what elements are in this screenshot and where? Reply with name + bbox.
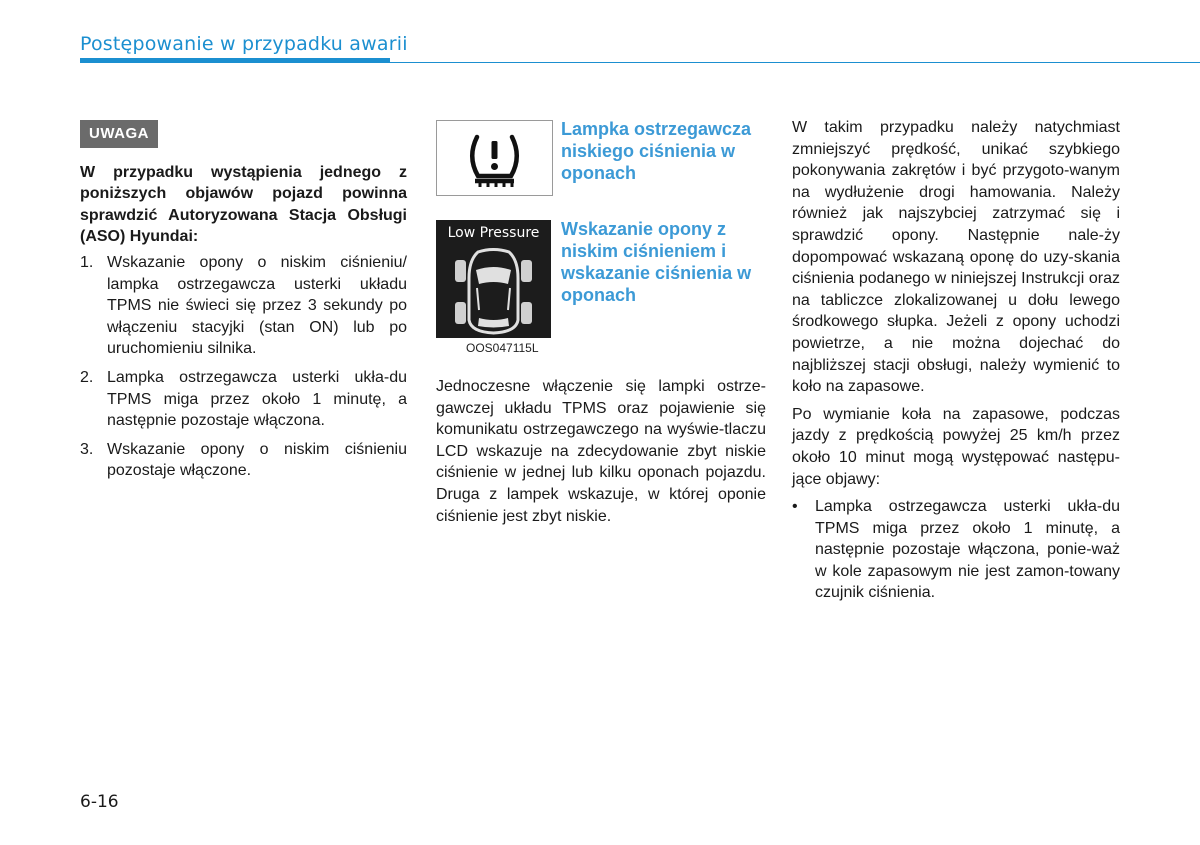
list-item-number: 1. bbox=[80, 253, 94, 271]
warning-badge: UWAGA bbox=[80, 120, 158, 148]
image-code: OOS047115L bbox=[466, 341, 539, 355]
list-item bbox=[80, 439, 407, 482]
tpms-warning-lamp bbox=[436, 120, 553, 196]
tpms-warning-icon bbox=[437, 121, 552, 195]
section-heading-warning-lamp: Lampka ostrzegawcza niskiego ciśnienia w oponach bbox=[561, 119, 752, 183]
page-header-title: Postępowanie w przypadku awarii bbox=[80, 33, 408, 55]
paragraph-spare-wheel: Po wymianie koła na zapasowe, podczas jazdy z prędkością powyżej 25 km/h przez około 10 minut mogą występować następu-jące objawy: bbox=[792, 405, 1120, 488]
warning-intro: W przypadku wystąpienia jednego z poniższych objawów pojazd powinna sprawdzić Autoryzowana Stacja Obsługi (ASO) Hyundai: bbox=[80, 163, 407, 246]
list-item bbox=[80, 252, 407, 360]
list-item bbox=[80, 367, 407, 432]
list-item-text: Lampka ostrzegawcza usterki ukła-du TPMS miga przez około 1 minutę, a następnie pozostaje włączona. bbox=[107, 368, 407, 430]
list-item-text: Wskazanie opony o niskim ciśnieniu/ lampka ostrzegawcza usterki układu TPMS nie świeci się przez 3 sekundy po włączeniu stacyjki (stan ON) lub po uruchomieniu silnika. bbox=[107, 253, 407, 358]
list-item bbox=[792, 496, 1120, 604]
middle-body-text: Jednoczesne włączenie się lampki ostrze-gawczej układu TPMS oraz pojawienie się komunikatu ostrzegawczego na wyświe-tlaczu LCD wskazuje na zdecydowanie zbyt niskie ciśnienie w jednej lub kilku oponach pojazdu. Druga z lampek wskazuje, w której oponie ciśnienie jest zbyt niskie. bbox=[436, 378, 766, 525]
car-top-view-icon bbox=[436, 248, 551, 338]
page-number: 6-16 bbox=[80, 792, 119, 812]
bullet-icon: • bbox=[792, 498, 798, 516]
warning-list bbox=[80, 252, 407, 482]
lcd-display-image bbox=[436, 220, 551, 338]
bullet-text: Lampka ostrzegawcza usterki ukła-du TPMS miga przez około 1 minutę, a następnie pozostaje włączona, ponie-waż w kole zapasowym nie jest zamon-towany czujnik ciśnienia. bbox=[815, 498, 1120, 602]
lcd-label: Low Pressure bbox=[447, 225, 540, 241]
header-divider bbox=[80, 62, 1200, 63]
list-item-number: 2. bbox=[80, 368, 94, 386]
section-heading-lcd-indicator: Wskazanie opony z niskim ciśnieniem i wskazanie ciśnienia w oponach bbox=[561, 219, 752, 305]
right-column bbox=[792, 117, 1120, 604]
paragraph-instructions: W takim przypadku należy natychmiast zmniejszyć prędkość, unikać szybkiego pokonywania zakrętów i być przygoto-wanym na wydłużenie drogi hamowania. Należy również jak najszybciej zatrzymać się i sprawdzić opony. Następnie nale-ży dopompować wskazaną oponę do uzy-skania ciśnienia podanego w niniejszej Instrukcji oraz na tabliczce zlokalizowanej u dołu lewego środkowego słupka. Jeżeli z opony uchodzi powietrze, a nie można dojechać do najbliższej stacji obsługi, należy wymienić to koło na zapasowe. bbox=[792, 119, 1120, 396]
list-item-text: Wskazanie opony o niskim ciśnieniu pozostaje włączone. bbox=[107, 440, 407, 480]
warning-column bbox=[80, 120, 407, 489]
list-item-number: 3. bbox=[80, 440, 94, 458]
